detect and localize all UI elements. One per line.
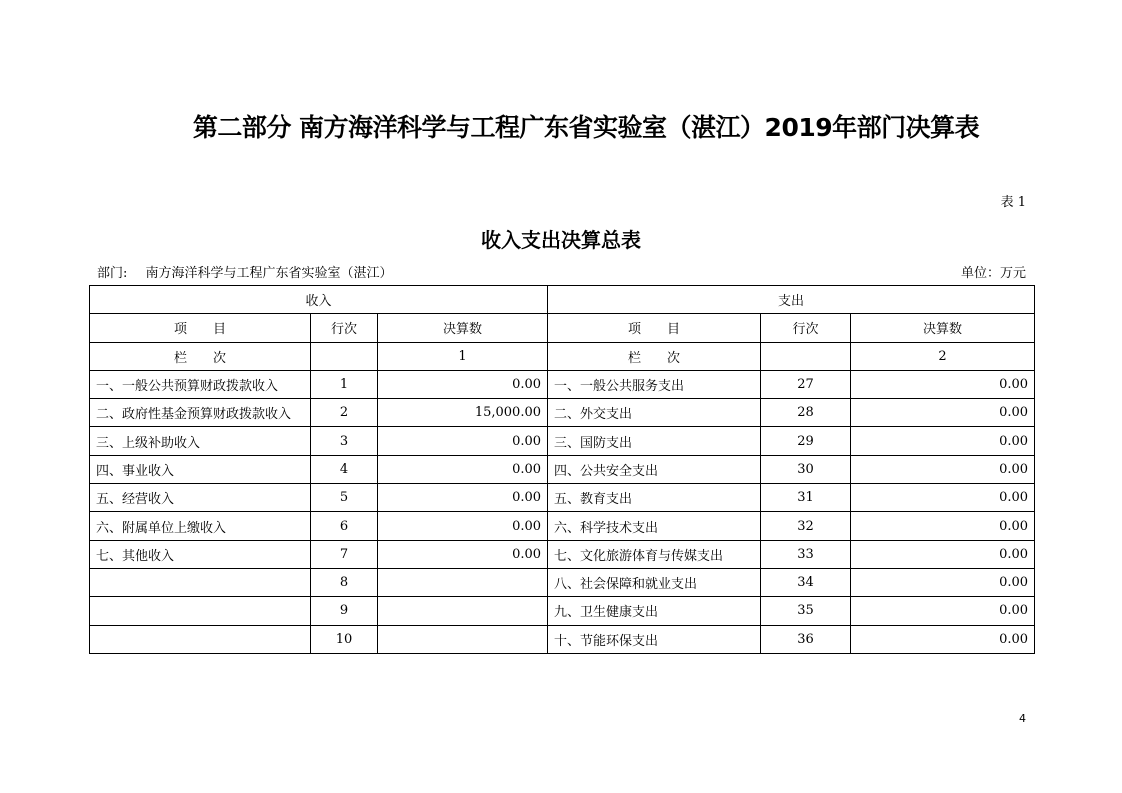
income-line-cell: 2 [311, 399, 378, 427]
expense-line-cell: 35 [761, 597, 851, 625]
expense-line-cell: 33 [761, 540, 851, 568]
income-amount-cell: 0.00 [378, 540, 548, 568]
expense-column-index: 2 [851, 342, 1035, 370]
expense-item-cell: 十、节能环保支出 [548, 625, 761, 653]
income-amount-cell [378, 568, 548, 596]
department-label: 部门: [97, 266, 128, 281]
income-column-index-label: 栏 次 [90, 342, 311, 370]
income-line-cell: 6 [311, 512, 378, 540]
income-line-cell: 1 [311, 370, 378, 398]
income-column-index-empty [311, 342, 378, 370]
expense-item-cell: 八、社会保障和就业支出 [548, 568, 761, 596]
expense-amount-cell: 0.00 [851, 568, 1035, 596]
income-group-header: 收入 [90, 286, 548, 314]
expense-amount-cell: 0.00 [851, 399, 1035, 427]
expense-column-index-empty [761, 342, 851, 370]
expense-line-cell: 27 [761, 370, 851, 398]
table-row [90, 399, 1035, 427]
income-amount-header: 决算数 [378, 314, 548, 342]
income-line-cell: 9 [311, 597, 378, 625]
income-item-cell: 一、一般公共预算财政拨款收入 [90, 370, 311, 398]
expense-amount-cell: 0.00 [851, 512, 1035, 540]
table-row [90, 484, 1035, 512]
table-number: 表 1 [1000, 195, 1026, 210]
expense-group-header: 支出 [548, 286, 1035, 314]
expense-amount-cell: 0.00 [851, 625, 1035, 653]
expense-item-cell: 七、文化旅游体育与传媒支出 [548, 540, 761, 568]
table-row [90, 597, 1035, 625]
table-row [90, 568, 1035, 596]
expense-item-cell: 一、一般公共服务支出 [548, 370, 761, 398]
column-index-row [90, 342, 1035, 370]
expense-line-cell: 34 [761, 568, 851, 596]
income-item-cell [90, 625, 311, 653]
income-line-cell: 5 [311, 484, 378, 512]
expense-line-header: 行次 [761, 314, 851, 342]
expense-item-cell: 九、卫生健康支出 [548, 597, 761, 625]
income-line-cell: 10 [311, 625, 378, 653]
income-amount-cell: 0.00 [378, 484, 548, 512]
table-row [90, 625, 1035, 653]
expense-column-index-label: 栏 次 [548, 342, 761, 370]
expense-line-cell: 30 [761, 455, 851, 483]
expense-amount-cell: 0.00 [851, 540, 1035, 568]
income-column-index: 1 [378, 342, 548, 370]
page-number: 4 [1019, 712, 1026, 725]
expense-line-cell: 31 [761, 484, 851, 512]
table-row [90, 370, 1035, 398]
column-header-row [90, 314, 1035, 342]
income-item-header: 项 目 [90, 314, 311, 342]
income-item-cell [90, 597, 311, 625]
expense-line-cell: 32 [761, 512, 851, 540]
income-expense-table [89, 285, 1035, 654]
table-row [90, 512, 1035, 540]
expense-amount-cell: 0.00 [851, 427, 1035, 455]
expense-item-cell: 五、教育支出 [548, 484, 761, 512]
table-row [90, 427, 1035, 455]
income-amount-cell: 15,000.00 [378, 399, 548, 427]
income-amount-cell [378, 597, 548, 625]
expense-item-cell: 六、科学技术支出 [548, 512, 761, 540]
unit-label: 单位：万元 [960, 266, 1026, 281]
expense-item-cell: 四、公共安全支出 [548, 455, 761, 483]
income-line-cell: 7 [311, 540, 378, 568]
expense-amount-header: 决算数 [851, 314, 1035, 342]
table-row [90, 455, 1035, 483]
income-item-cell: 四、事业收入 [90, 455, 311, 483]
department-line [97, 262, 393, 281]
expense-item-cell: 三、国防支出 [548, 427, 761, 455]
income-item-cell: 三、上级补助收入 [90, 427, 311, 455]
income-amount-cell: 0.00 [378, 455, 548, 483]
income-amount-cell: 0.00 [378, 427, 548, 455]
income-item-cell: 六、附属单位上缴收入 [90, 512, 311, 540]
expense-line-cell: 36 [761, 625, 851, 653]
income-item-cell: 七、其他收入 [90, 540, 311, 568]
income-line-header: 行次 [311, 314, 378, 342]
income-item-cell: 二、政府性基金预算财政拨款收入 [90, 399, 311, 427]
expense-amount-cell: 0.00 [851, 484, 1035, 512]
table-title: 收入支出决算总表 [481, 228, 641, 252]
income-item-cell: 五、经营收入 [90, 484, 311, 512]
department-name: 南方海洋科学与工程广东省实验室（湛江） [145, 266, 393, 281]
income-line-cell: 4 [311, 455, 378, 483]
income-amount-cell: 0.00 [378, 370, 548, 398]
expense-item-header: 项 目 [548, 314, 761, 342]
expense-amount-cell: 0.00 [851, 370, 1035, 398]
income-item-cell [90, 568, 311, 596]
expense-amount-cell: 0.00 [851, 455, 1035, 483]
table-row [90, 540, 1035, 568]
group-header-row [90, 286, 1035, 314]
expense-line-cell: 29 [761, 427, 851, 455]
part-title: 第二部分 南方海洋科学与工程广东省实验室（湛江）2019年部门决算表 [192, 113, 980, 142]
income-amount-cell [378, 625, 548, 653]
income-amount-cell: 0.00 [378, 512, 548, 540]
income-line-cell: 3 [311, 427, 378, 455]
income-line-cell: 8 [311, 568, 378, 596]
expense-amount-cell: 0.00 [851, 597, 1035, 625]
expense-item-cell: 二、外交支出 [548, 399, 761, 427]
expense-line-cell: 28 [761, 399, 851, 427]
